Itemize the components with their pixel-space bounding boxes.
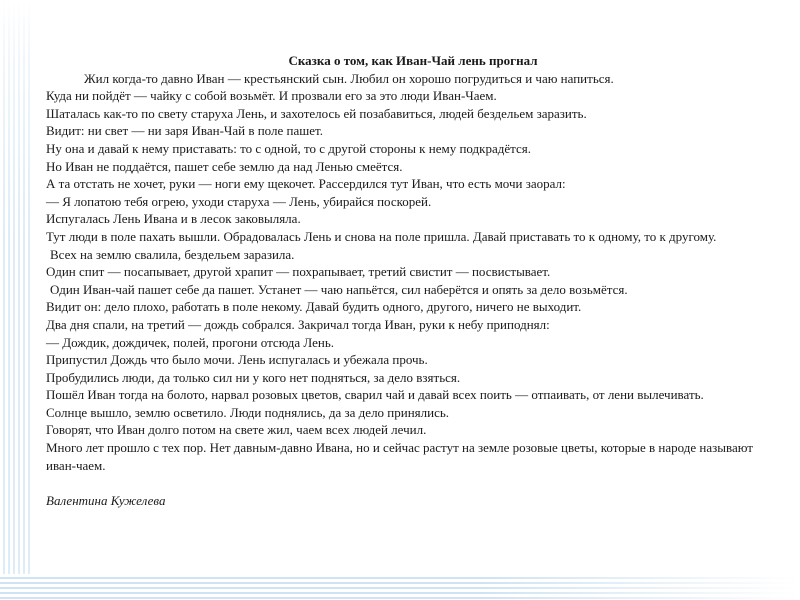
paragraph-17: Припустил Дождь что было мочи. Лень испугалась и убежала прочь. xyxy=(46,352,428,368)
document-body xyxy=(46,52,766,509)
document-title: Сказка о том, как Иван-Чай лень прогнал xyxy=(288,53,538,68)
paragraph-21: Говорят, что Иван долго потом на свете жил, чаем всех людей лечил. xyxy=(46,422,427,438)
paragraph-7: А та отстать не хочет, руки — ноги ему щекочет. Рассердился тут Иван, что есть мочи заорал: xyxy=(46,176,566,192)
paragraph-11: Всех на землю свалила, бездельем заразила. xyxy=(50,246,295,262)
paragraph-8: — Я лопатою тебя огрею, уходи старуха — Лень, убирайся поскорей. xyxy=(46,193,432,209)
left-edge-fade xyxy=(0,0,32,600)
bottom-edge-fade xyxy=(0,574,800,600)
paragraph-20: Солнце вышло, землю осветило. Люди поднялись, да за дело принялись. xyxy=(46,404,450,420)
paragraph-13: Один Иван-чай пашет себе да пашет. Устанет — чаю напьётся, сил наберётся и опять за дело возьмётся. xyxy=(50,281,628,297)
paragraph-12: Один спит — посапывает, другой храпит — похрапывает, третий свистит — посвистывает. xyxy=(46,264,551,280)
spacer xyxy=(46,474,766,492)
paragraph-19: Пошёл Иван тогда на болото, нарвал розовых цветов, сварил чай и давай всех поить — отпаивать, от лени вылечивать. xyxy=(46,387,704,403)
paragraph-1: Жил когда-то давно Иван — крестьянский сын. Любил он хорошо погрудиться и чаю напиться. xyxy=(84,70,614,86)
paragraph-6: Но Иван не поддаётся, пашет себе землю да над Ленью смеётся. xyxy=(46,158,403,174)
author-signature: Валентина Кужелева xyxy=(46,492,166,508)
paragraph-18: Пробудились люди, да только сил ни у кого нет подняться, за дело взяться. xyxy=(46,369,461,385)
paragraph-10: Тут люди в поле пахать вышли. Обрадовалась Лень и снова на поле пришла. Давай приставать то к одному, то к другому. xyxy=(46,228,717,244)
paragraph-5: Ну она и давай к нему приставать: то с одной, то с другой стороны к нему подкрадётся. xyxy=(46,140,531,156)
paragraph-16: — Дождик, дождичек, полей, прогони отсюда Лень. xyxy=(46,334,335,350)
paragraph-2: Куда ни пойдёт — чайку с собой возьмёт. И прозвали его за это люди Иван-Чаем. xyxy=(46,88,497,104)
paragraph-3: Шаталась как-то по свету старуха Лень, и захотелось ей позабавиться, людей бездельем заразить. xyxy=(46,105,587,121)
paragraph-4: Видит: ни свет — ни заря Иван-Чай в поле пашет. xyxy=(46,123,323,139)
paragraph-15: Два дня спали, на третий — дождь собрался. Закричал тогда Иван, руки к небу приподнял: xyxy=(46,316,550,332)
paragraph-14: Видит он: дело плохо, работать в поле некому. Давай будить одного, другого, ничего не выходит. xyxy=(46,299,582,315)
paragraph-9: Испугалась Лень Ивана и в лесок заковыляла. xyxy=(46,211,301,227)
paragraph-22: Много лет прошло с тех пор. Нет давным-давно Ивана, но и сейчас растут на земле розовые цветы, которые в народе называют иван-чаем. xyxy=(46,440,753,473)
